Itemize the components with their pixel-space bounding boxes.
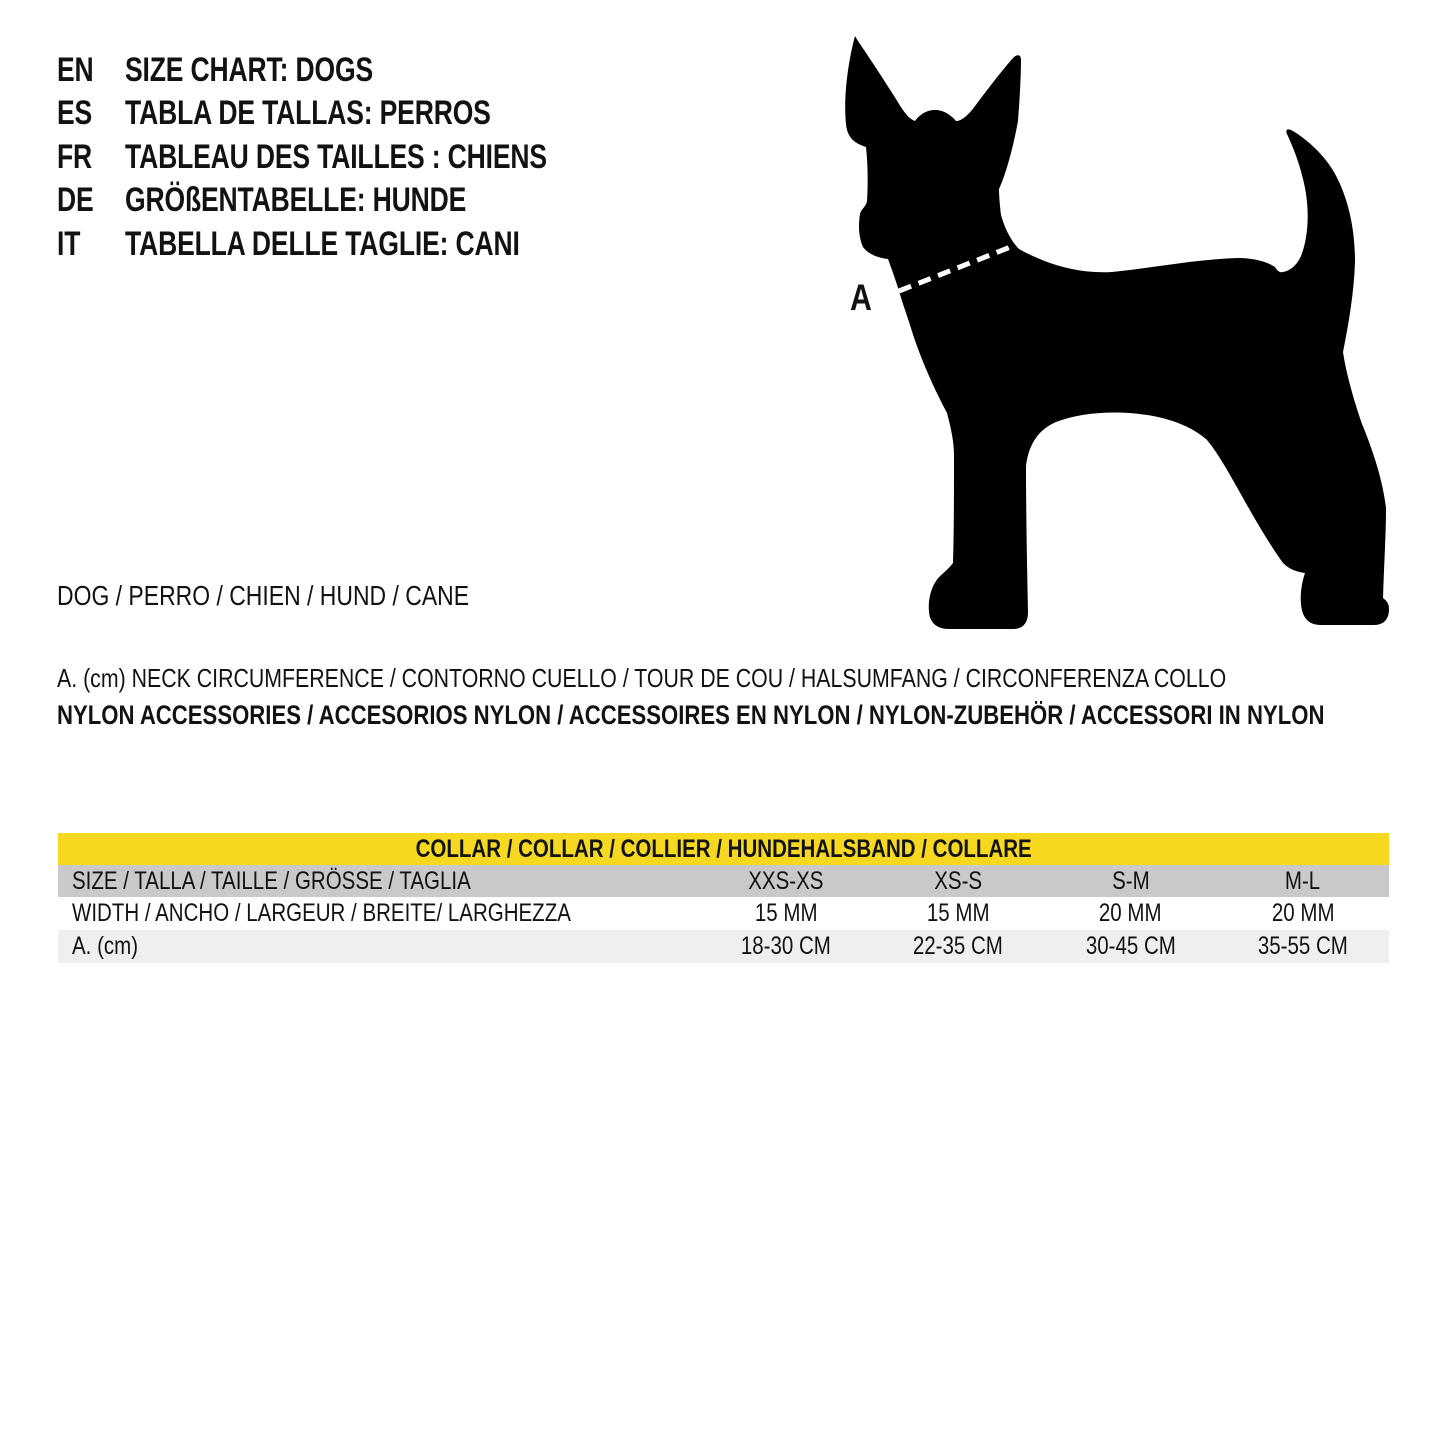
size-cell: XS-S xyxy=(934,866,983,895)
neck-cell: 22-35 CM xyxy=(913,932,1004,960)
list-item xyxy=(57,92,677,135)
neck-cell: 35-55 CM xyxy=(1257,932,1348,960)
table-row-width xyxy=(58,897,1389,930)
table-title: COLLAR / COLLAR / COLLIER / HUNDEHALSBAND / COLLARE xyxy=(415,834,1032,863)
width-cell: 15 MM xyxy=(754,899,818,927)
row-label: A. (cm) xyxy=(72,932,139,960)
neck-cell: 18-30 CM xyxy=(741,932,832,960)
table-row-size xyxy=(58,865,1389,897)
language-code: EN xyxy=(57,51,94,89)
chart-title-en: SIZE CHART: DOGS xyxy=(125,51,373,89)
measure-point-a-label: A xyxy=(850,277,872,318)
list-item xyxy=(57,179,677,222)
collar-size-table xyxy=(58,833,1389,963)
table-header xyxy=(58,833,1389,865)
dog-silhouette-figure xyxy=(830,25,1430,645)
row-label: SIZE / TALLA / TAILLE / GRÖSSE / TAGLIA xyxy=(72,866,471,895)
language-code: IT xyxy=(57,224,81,263)
list-item xyxy=(57,223,677,266)
chart-title-it: TABELLA DELLE TAGLIE: CANI xyxy=(125,224,520,263)
chart-title-es: TABLA DE TALLAS: PERROS xyxy=(125,94,491,133)
dog-caption: DOG / PERRO / CHIEN / HUND / CANE xyxy=(57,580,470,611)
language-title-list xyxy=(57,49,677,266)
table-row-neck xyxy=(58,930,1389,963)
chart-title-de: GRÖßENTABELLE: HUNDE xyxy=(125,181,467,220)
size-cell: XXS-XS xyxy=(748,866,824,895)
neck-cell: 30-45 CM xyxy=(1085,932,1176,960)
size-cell: S-M xyxy=(1111,866,1150,895)
language-code: FR xyxy=(57,137,93,176)
nylon-accessories-note: NYLON ACCESSORIES / ACCESORIOS NYLON / ACCESSOIRES EN NYLON / NYLON-ZUBEHÖR / ACCESSORI IN NYLON xyxy=(57,700,1325,730)
dog-silhouette-path xyxy=(845,36,1389,629)
language-code: DE xyxy=(57,181,94,220)
width-cell: 20 MM xyxy=(1099,899,1162,927)
width-cell: 15 MM xyxy=(927,899,990,927)
chart-title-fr: TABLEAU DES TAILLES : CHIENS xyxy=(125,137,547,176)
row-label: WIDTH / ANCHO / LARGEUR / BREITE/ LARGHEZZA xyxy=(72,899,571,927)
neck-circumference-note: A. (cm) NECK CIRCUMFERENCE / CONTORNO CUELLO / TOUR DE COU / HALSUMFANG / CIRCONFERENZA COLLO xyxy=(57,663,1227,693)
size-cell: M-L xyxy=(1285,866,1321,895)
width-cell: 20 MM xyxy=(1271,899,1335,927)
list-item xyxy=(57,49,677,92)
language-code: ES xyxy=(57,94,93,133)
list-item xyxy=(57,136,677,179)
